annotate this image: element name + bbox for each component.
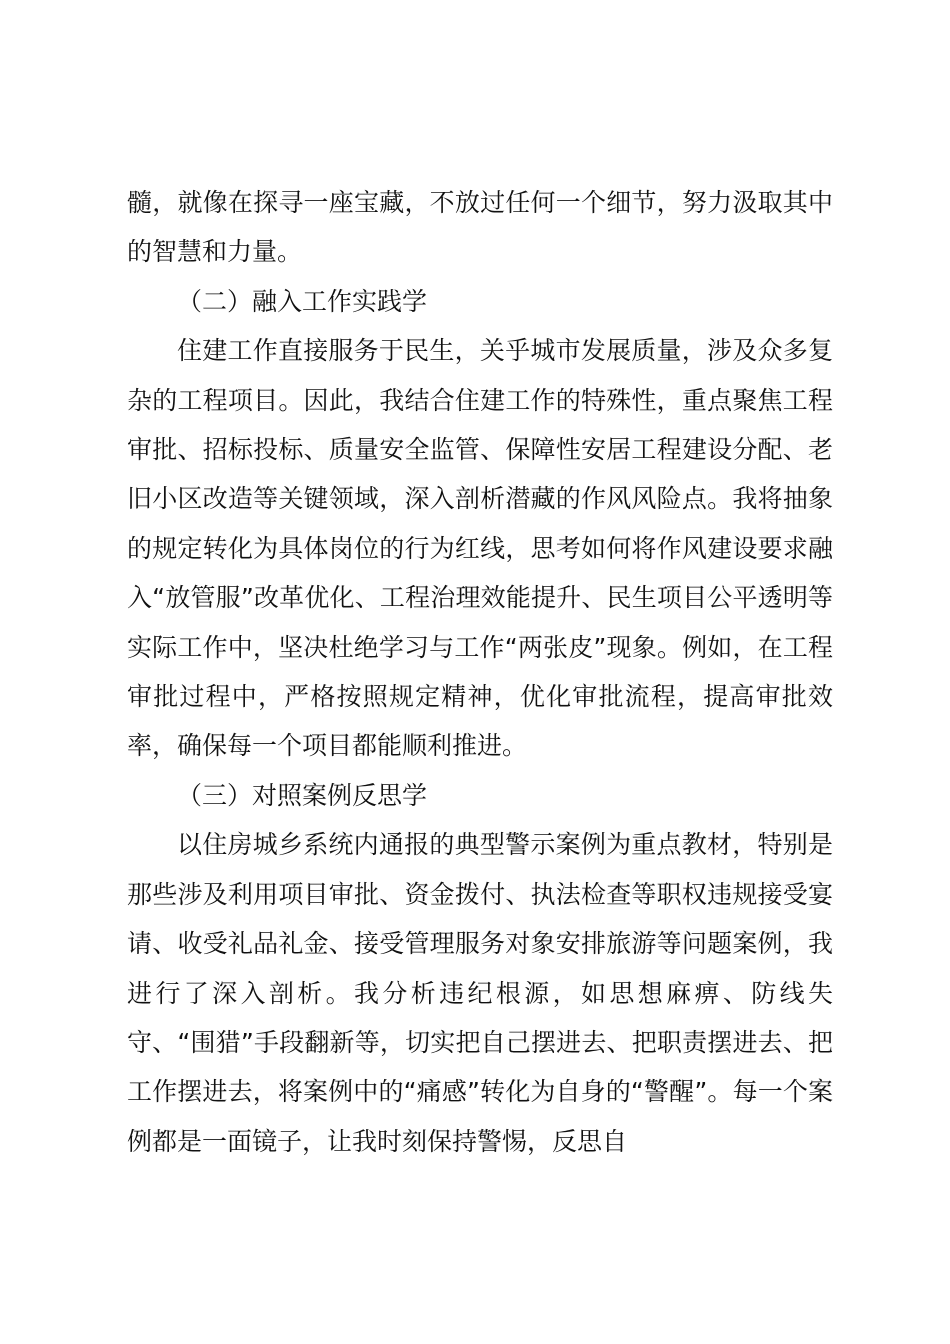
paragraph-case-reflection: 以住房城乡系统内通报的典型警示案例为重点教材，特别是那些涉及利用项目审批、资金拨付、执法检查等职权违规接受宴请、收受礼品礼金、接受管理服务对象安排旅游等问题案例，我进行了深入剖析。我分析违纪根源，如思想麻痹、防线失守、“围猎”手段翻新等，切实把自己摆进去、把职责摆进去、把工作摆进去，将案例中的“痛感”转化为自身的“警醒”。每一个案例都是一面镜子，让我时刻保持警惕，反思自 [127,830,833,1156]
document-body [127,178,833,1166]
section-heading-3: （三）对照案例反思学 [177,780,428,810]
paragraph-work-practice: 住建工作直接服务于民生，关乎城市发展质量，涉及众多复杂的工程项目。因此，我结合住建工作的特殊性，重点聚焦工程审批、招标投标、质量安全监管、保障性安居工程建设分配、老旧小区改造等关键领域，深入剖析潜藏的作风风险点。我将抽象的规定转化为具体岗位的行为红线，思考如何将作风建设要求融入“放管服”改革优化、工程治理效能提升、民生项目公平透明等实际工作中，坚决杜绝学习与工作“两张皮”现象。例如，在工程审批过程中，严格按照规定精神，优化审批流程，提高审批效率，确保每一个项目都能顺利推进。 [127,336,833,761]
section-heading-2: （二）融入工作实践学 [177,286,428,316]
paragraph-continuation: 髓，就像在探寻一座宝藏，不放过任何一个细节，努力汲取其中的智慧和力量。 [127,188,833,267]
